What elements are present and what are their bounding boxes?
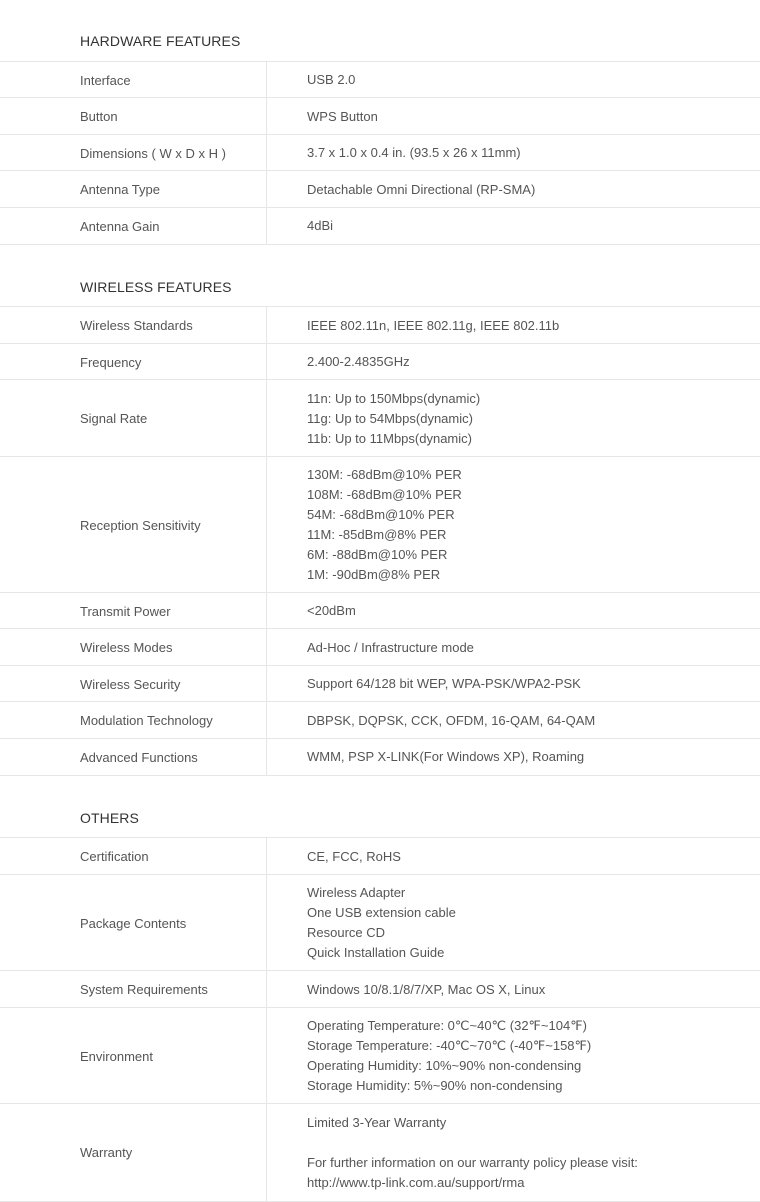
spec-value-line: Windows 10/8.1/8/7/XP, Mac OS X, Linux: [307, 981, 546, 997]
spec-label: Antenna Gain: [80, 218, 160, 234]
column-divider: [266, 208, 267, 244]
spec-value-line: Storage Temperature: -40℃~70℃ (-40℉~158℉): [307, 1038, 592, 1053]
column-divider: [266, 457, 267, 593]
spec-label: Warranty: [80, 1145, 133, 1160]
spec-value: [307, 344, 747, 380]
spec-row-package-contents: [0, 874, 760, 971]
column-divider: [266, 593, 267, 629]
spec-row-interface: [0, 61, 760, 98]
spec-label: Environment: [80, 1048, 153, 1064]
spec-value-line: 11b: Up to 11Mbps(dynamic): [307, 430, 472, 446]
spec-value-line: One USB extension cable: [307, 905, 456, 920]
spec-row-transmit-power: [0, 592, 760, 629]
spec-label: Package Contents: [80, 915, 187, 931]
spec-row-signal-rate: [0, 379, 760, 457]
spec-value: [307, 135, 747, 171]
spec-value-line: Storage Humidity: 5%~90% non-condensing: [307, 1078, 563, 1093]
spec-value-line: Wireless Adapter: [307, 885, 406, 900]
column-divider: [266, 307, 267, 344]
spec-value: [307, 307, 747, 344]
spec-value-line: 108M: -68dBm@10% PER: [307, 487, 462, 502]
spec-row-dimensions-w-x-d-x-h: [0, 134, 760, 171]
section-title-wireless-features: WIRELESS FEATURES: [80, 279, 232, 295]
spec-label: Wireless Standards: [80, 318, 193, 333]
column-divider: [266, 702, 267, 739]
spec-value: [307, 62, 747, 98]
spec-value-line: 54M: -68dBm@10% PER: [307, 507, 455, 522]
spec-value-line: 11M: -85dBm@8% PER: [307, 527, 447, 542]
spec-label: Modulation Technology: [80, 713, 213, 728]
spec-row-reception-sensitivity: [0, 456, 760, 593]
spec-value-line: 130M: -68dBm@10% PER: [307, 467, 462, 482]
spec-value: [307, 666, 747, 702]
spec-row-wireless-security: [0, 665, 760, 702]
column-divider: [266, 666, 267, 702]
spec-label: Dimensions ( W x D x H ): [80, 145, 226, 161]
section-title-hardware-features: HARDWARE FEATURES: [80, 33, 241, 49]
spec-value-line: 6M: -88dBm@10% PER: [307, 547, 448, 562]
spec-row-button: [0, 97, 760, 135]
spec-value-line: Detachable Omni Directional (RP-SMA): [307, 181, 536, 197]
spec-value: [307, 875, 747, 971]
spec-label: Frequency: [80, 354, 142, 370]
spec-label: Antenna Type: [80, 182, 160, 197]
spec-value-line: WMM, PSP X-LINK(For Windows XP), Roaming: [307, 749, 585, 764]
spec-value-line: Support 64/128 bit WEP, WPA-PSK/WPA2-PSK: [307, 676, 581, 691]
column-divider: [266, 171, 267, 208]
spec-value: [307, 208, 747, 244]
spec-value-line: 11g: Up to 54Mbps(dynamic): [307, 410, 473, 426]
spec-value: [307, 1008, 747, 1104]
spec-value-line: DBPSK, DQPSK, CCK, OFDM, 16-QAM, 64-QAM: [307, 712, 596, 728]
spec-value: [307, 98, 747, 135]
spec-label: Certification: [80, 849, 149, 864]
spec-label: Interface: [80, 72, 131, 88]
spec-value-line: Resource CD: [307, 925, 386, 940]
spec-row-wireless-modes: [0, 628, 760, 666]
spec-value-line: Quick Installation Guide: [307, 945, 445, 960]
column-divider: [266, 1008, 267, 1104]
column-divider: [266, 62, 267, 98]
spec-label: System Requirements: [80, 982, 208, 997]
spec-row-advanced-functions: [0, 738, 760, 776]
spec-value: [307, 380, 747, 457]
spec-value-line: <20dBm: [307, 603, 356, 618]
column-divider: [266, 380, 267, 457]
spec-value-line: 4dBi: [307, 218, 334, 233]
spec-value: [307, 1104, 747, 1201]
spec-label: Signal Rate: [80, 411, 148, 426]
spec-value-line: 11n: Up to 150Mbps(dynamic): [307, 390, 481, 406]
spec-row-warranty: [0, 1103, 760, 1202]
spec-row-frequency: [0, 343, 760, 380]
spec-value: [307, 702, 747, 739]
spec-label: Transmit Power: [80, 603, 171, 619]
spec-value-line: Operating Temperature: 0℃~40℃ (32℉~104℉): [307, 1018, 587, 1033]
column-divider: [266, 971, 267, 1008]
spec-value-line: For further information on our warranty policy please visit:: [307, 1154, 638, 1170]
spec-value: [307, 593, 747, 629]
spec-label: Button: [80, 109, 118, 124]
spec-label: Wireless Security: [80, 676, 181, 692]
spec-value-line: 2.400-2.4835GHz: [307, 354, 410, 369]
spec-row-antenna-type: [0, 170, 760, 208]
column-divider: [266, 98, 267, 135]
spec-row-modulation-technology: [0, 701, 760, 739]
spec-value: [307, 629, 747, 666]
spec-value-line: WPS Button: [307, 108, 378, 124]
spec-value-line: 3.7 x 1.0 x 0.4 in. (93.5 x 26 x 11mm): [307, 145, 521, 160]
spec-value-line: Limited 3-Year Warranty: [307, 1114, 447, 1130]
column-divider: [266, 838, 267, 875]
spec-value: [307, 171, 747, 208]
column-divider: [266, 875, 267, 971]
column-divider: [266, 1104, 267, 1201]
spec-label: Advanced Functions: [80, 749, 198, 765]
spec-value: [307, 838, 747, 875]
spec-label: Reception Sensitivity: [80, 517, 201, 533]
spec-value: [307, 457, 747, 593]
spec-value-line: IEEE 802.11n, IEEE 802.11g, IEEE 802.11b: [307, 317, 560, 333]
spec-value-line: Ad-Hoc / Infrastructure mode: [307, 639, 474, 655]
spec-value-line: USB 2.0: [307, 72, 356, 87]
spec-value-line: CE, FCC, RoHS: [307, 848, 401, 864]
column-divider: [266, 344, 267, 380]
spec-label: Wireless Modes: [80, 640, 173, 655]
spec-value: [307, 739, 747, 775]
column-divider: [266, 629, 267, 666]
spec-row-system-requirements: [0, 970, 760, 1008]
spec-row-wireless-standards: [0, 306, 760, 344]
spec-value: [307, 971, 747, 1008]
spec-row-antenna-gain: [0, 207, 760, 245]
spec-row-environment: [0, 1007, 760, 1104]
column-divider: [266, 739, 267, 775]
spec-value-line: http://www.tp-link.com.au/support/rma: [307, 1174, 525, 1190]
spec-value-line: Operating Humidity: 10%~90% non-condensing: [307, 1058, 582, 1073]
section-title-others: OTHERS: [80, 810, 139, 826]
spec-value-line: [307, 1133, 747, 1153]
column-divider: [266, 135, 267, 171]
spec-value-line: 1M: -90dBm@8% PER: [307, 567, 441, 582]
spec-row-certification: [0, 837, 760, 875]
